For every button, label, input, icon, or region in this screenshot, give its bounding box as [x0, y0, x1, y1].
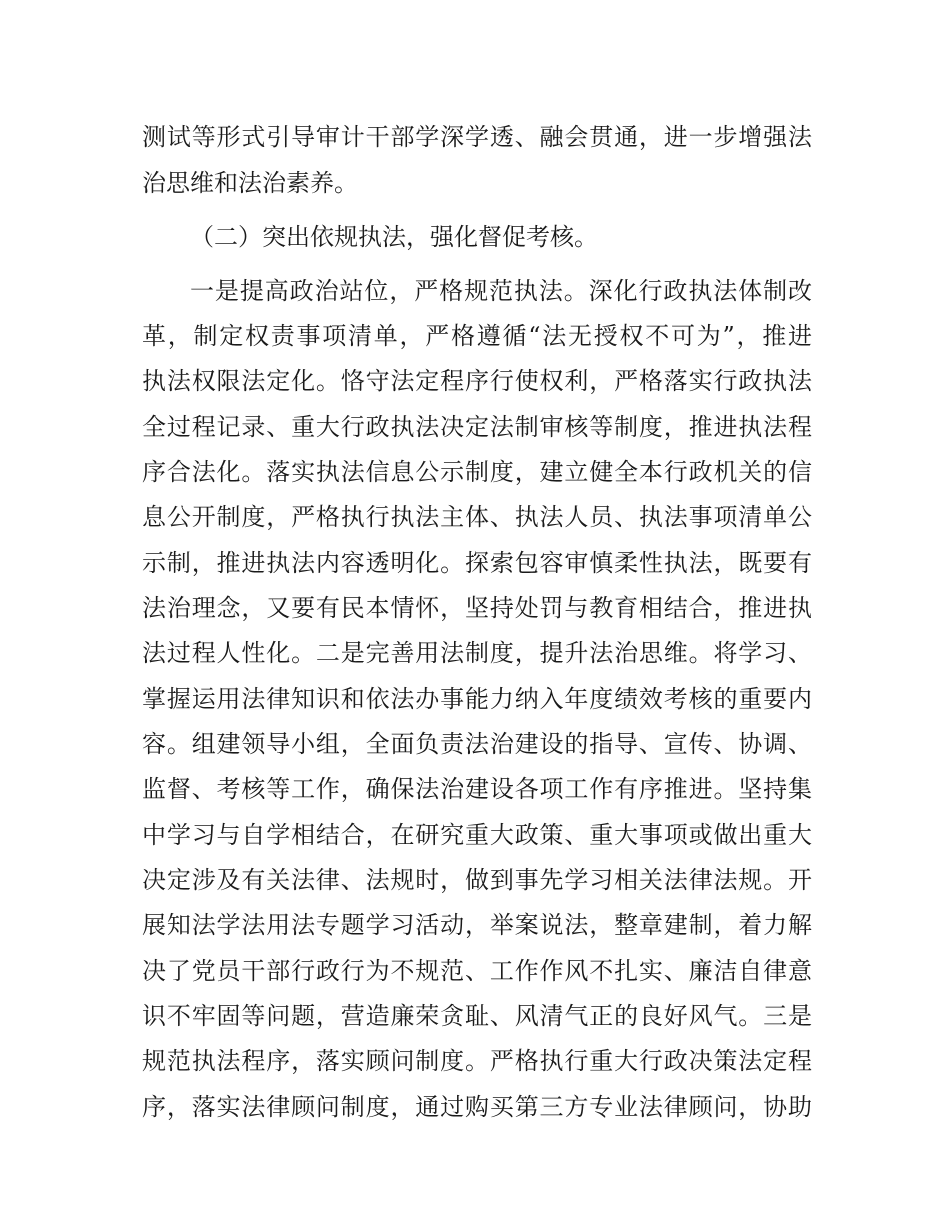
text-line: 序合法化。落实执法信息公示制度，建立健全本行政机关的信	[142, 458, 812, 486]
text-line: 革，制定权责事项清单，严格遵循“法无授权不可为”，推进	[142, 322, 812, 350]
text-line: 掌握运用法律知识和依法办事能力纳入年度绩效考核的重要内	[142, 685, 812, 713]
text-line: 容。组建领导小组，全面负责法治建设的指导、宣传、协调、	[142, 730, 812, 758]
text-line: 治思维和法治素养。	[142, 169, 358, 197]
text-line: 决定涉及有关法律、法规时，做到事先学习相关法律法规。开	[142, 866, 812, 894]
text-line: 法治理念，又要有民本情怀，坚持处罚与教育相结合，推进执	[142, 594, 812, 622]
section-heading: （二）突出依规执法，强化督促考核。	[190, 223, 598, 251]
text-line: 全过程记录、重大行政执法决定法制审核等制度，推进执法程	[142, 413, 812, 441]
text-line: 示制，推进执法内容透明化。探索包容审慎柔性执法，既要有	[142, 549, 812, 577]
text-line: 息公开制度，严格执行执法主体、执法人员、执法事项清单公	[142, 503, 812, 531]
text-line: 监督、考核等工作，确保法治建设各项工作有序推进。坚持集	[142, 775, 812, 803]
text-line: 识不牢固等问题，营造廉荣贪耻、风清气正的良好风气。三是	[142, 1002, 812, 1030]
text-line: 一是提高政治站位，严格规范执法。深化行政执法体制改	[190, 277, 812, 305]
text-line: 规范执法程序，落实顾问制度。严格执行重大行政决策法定程	[142, 1047, 812, 1075]
text-line: 执法权限法定化。恪守法定程序行使权利，严格落实行政执法	[142, 367, 812, 395]
text-line: 序，落实法律顾问制度，通过购买第三方专业法律顾问，协助	[142, 1093, 812, 1121]
text-line: 法过程人性化。二是完善用法制度，提升法治思维。将学习、	[142, 639, 812, 667]
text-line: 决了党员干部行政行为不规范、工作作风不扎实、廉洁自律意	[142, 957, 812, 985]
text-line: 展知法学法用法专题学习活动，举案说法，整章建制，着力解	[142, 911, 812, 939]
text-line: 测试等形式引导审计干部学深学透、融会贯通，进一步增强法	[142, 123, 812, 151]
text-line: 中学习与自学相结合，在研究重大政策、重大事项或做出重大	[142, 821, 812, 849]
